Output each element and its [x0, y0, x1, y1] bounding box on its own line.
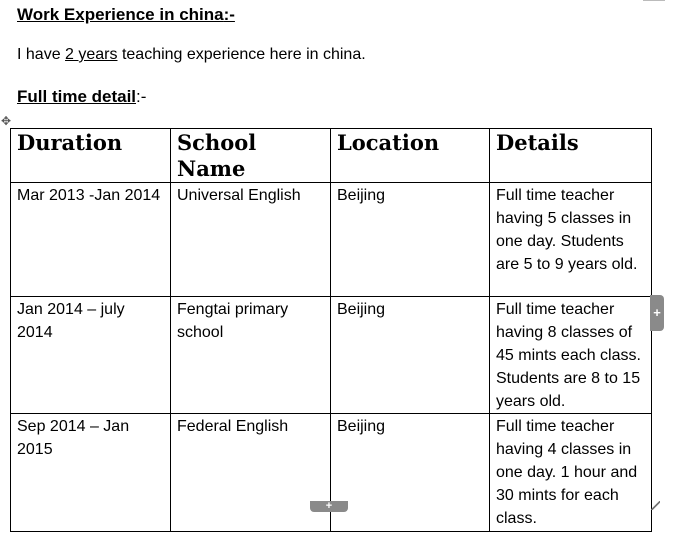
header-details[interactable]: Details [490, 129, 652, 183]
header-location[interactable]: Location [331, 129, 490, 183]
cell-duration[interactable]: Mar 2013 -Jan 2014 [11, 183, 171, 297]
cell-school[interactable]: Fengtai primary school [171, 297, 331, 414]
table-row [11, 414, 652, 532]
table-row [11, 183, 652, 297]
cell-duration[interactable]: Jan 2014 – july 2014 [11, 297, 171, 414]
intro-paragraph: I have 2 years teaching experience here in china. [17, 46, 366, 63]
cell-school[interactable]: Universal English [171, 183, 331, 297]
header-school-name[interactable]: School Name [171, 129, 331, 183]
table-move-handle-icon[interactable]: ✥ [0, 114, 12, 128]
add-column-icon[interactable]: + [650, 295, 664, 331]
cell-duration[interactable]: Sep 2014 – Jan 2015 [11, 414, 171, 532]
table-header-row [11, 129, 652, 183]
cell-details[interactable]: Full time teacher having 4 classes in one day. 1 hour and 30 mints for each class. [490, 414, 652, 532]
table-resize-icon[interactable] [651, 501, 660, 510]
cell-location[interactable]: Beijing [331, 183, 490, 297]
section-heading: Work Experience in china:- [17, 5, 235, 24]
add-row-icon[interactable]: + [310, 501, 348, 512]
cell-location[interactable]: Beijing [331, 414, 490, 532]
cell-location[interactable]: Beijing [331, 297, 490, 414]
cell-details[interactable]: Full time teacher having 8 classes of 45 mints each class. Students are 8 to 15 years old. [490, 297, 652, 414]
experience-table [10, 128, 652, 532]
header-duration[interactable]: Duration [11, 129, 171, 183]
table-row [11, 297, 652, 414]
cell-details[interactable]: Full time teacher having 5 classes in one day. Students are 5 to 9 years old. [490, 183, 652, 297]
page-corner-mark [643, 0, 665, 3]
cell-school[interactable]: Federal English [171, 414, 331, 532]
subsection-heading: Full time detail:- [17, 87, 147, 106]
